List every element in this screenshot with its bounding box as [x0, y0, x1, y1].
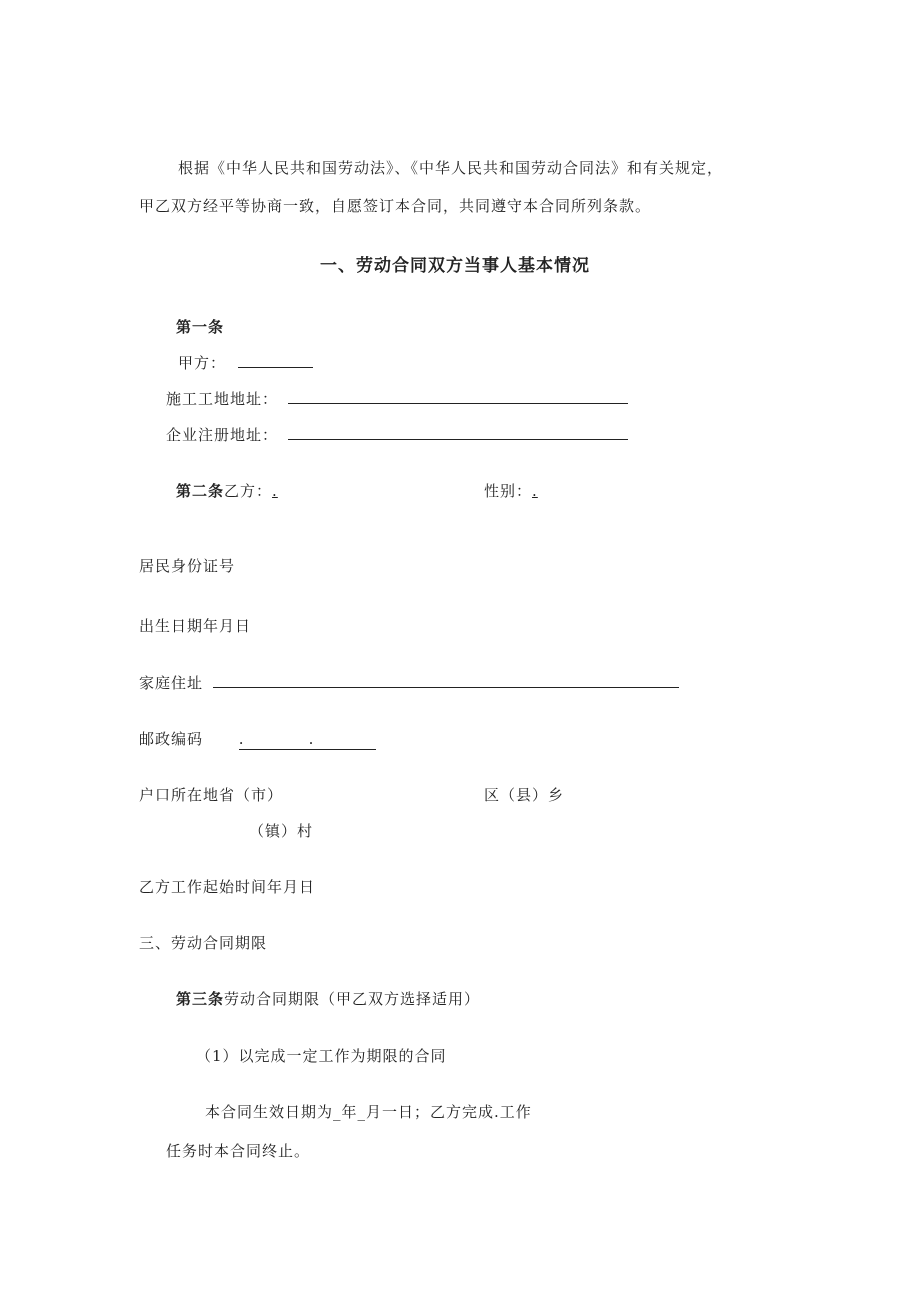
article-3-row — [176, 989, 480, 1009]
postcode-dot-1: . — [238, 730, 245, 748]
section-3-title: 三、劳动合同期限 — [139, 934, 268, 952]
party-a-label: 甲方： — [178, 354, 227, 372]
registered-address-field[interactable] — [288, 425, 628, 440]
termination-line: 任务时本合同终止。 — [166, 1142, 311, 1160]
party-b-label: 乙方： — [224, 482, 273, 500]
article-3-heading-rest: 劳动合同期限（甲乙双方选择适用） — [224, 990, 481, 1008]
postcode-dot-2: . — [308, 730, 315, 748]
site-address-field[interactable] — [288, 389, 628, 404]
home-address-field[interactable] — [213, 673, 679, 688]
town-label: （镇）村 — [249, 822, 314, 840]
registered-address-label: 企业注册地址： — [166, 426, 279, 444]
preamble-line-1: 根据《中华人民共和国劳动法》、《中华人民共和国劳动合同法》和有关规定， — [178, 159, 724, 177]
preamble-line-2: 甲乙双方经平等协商一致，自愿签订本合同，共同遵守本合同所列条款。 — [139, 197, 652, 215]
party-a-field[interactable] — [238, 353, 313, 368]
article-3-heading: 第三条 — [176, 990, 225, 1008]
district-label: 区（县）乡 — [484, 786, 565, 804]
effective-date-line: 本合同生效日期为_年_月一日；乙方完成.工作 — [205, 1103, 532, 1121]
postcode-row — [139, 729, 376, 750]
section-1-title: 一、劳动合同双方当事人基本情况 — [320, 256, 590, 276]
party-b-value[interactable]: . — [272, 482, 278, 500]
postcode-label: 邮政编码 — [139, 730, 204, 748]
hukou-label: 户口所在地省（市） — [139, 786, 284, 804]
article-2-row — [176, 481, 278, 501]
article-1-heading: 第一条 — [176, 318, 225, 336]
postcode-field[interactable] — [239, 729, 377, 750]
party-a-row — [178, 353, 313, 373]
birth-date-label: 出生日期年月日 — [139, 617, 252, 635]
id-number-label: 居民身份证号 — [139, 557, 236, 575]
work-start-label: 乙方工作起始时间年月日 — [139, 878, 316, 896]
gender-label: 性别： — [484, 482, 533, 500]
site-address-label: 施工工地地址： — [166, 390, 279, 408]
gender-value[interactable]: . — [532, 482, 538, 500]
site-address-row — [166, 389, 628, 409]
registered-address-row — [166, 425, 628, 445]
option-1-label: （1）以完成一定工作为期限的合同 — [196, 1047, 447, 1065]
home-address-row — [139, 673, 679, 693]
gender-row — [484, 481, 538, 501]
home-address-label: 家庭住址 — [139, 674, 204, 692]
article-2-heading: 第二条 — [176, 482, 225, 500]
